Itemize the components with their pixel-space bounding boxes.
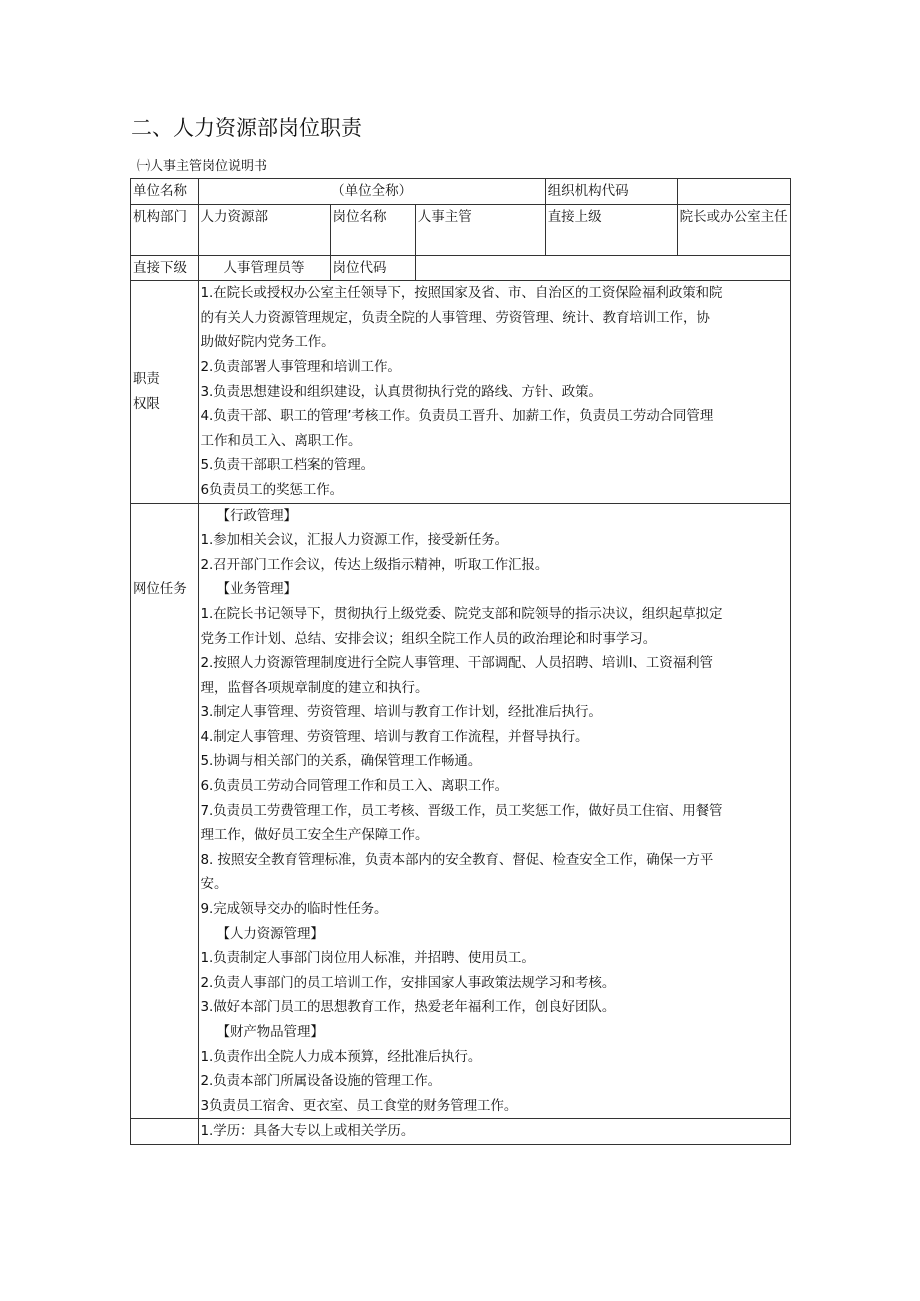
task-line: 党务工作计划、总结、安排会议；组织全院工作人员的政治理论和时事学习。 [200, 630, 657, 647]
duties-label-line: 职责 [133, 371, 160, 388]
requirements-label [131, 1119, 199, 1145]
job-description-table [130, 178, 791, 1145]
task-line: 9.完成领导交办的临时性任务。 [200, 901, 388, 918]
task-line: 8. 按照安全教育管理标准，负责本部内的安全教育、督促、检查安全工作，确保一方平 [200, 851, 714, 868]
dept-value: 人力资源部 [198, 204, 330, 255]
table-row-unit [131, 179, 791, 205]
task-section-heading: 【业务管理】 [216, 581, 297, 598]
task-line: 2.负责本部门所属设备设施的管理工作。 [200, 1073, 442, 1090]
org-code-value [677, 179, 790, 205]
tasks-content [198, 503, 790, 1119]
label-dept: 机构部门 [131, 204, 199, 255]
label-position-name: 岗位名称 [330, 204, 415, 255]
task-line: 3.做好本部门员工的思想教育工作，热爱老年福利工作，创良好团队。 [200, 999, 616, 1016]
duty-line: 4.负责干部、职工的管理’考核工作。负责员工晋升、加薪工作，负责员工劳动合同管理 [200, 408, 714, 425]
duty-line: 6负责员工的奖惩工作。 [200, 481, 344, 498]
duties-label [131, 281, 199, 503]
table-row-dept [131, 204, 791, 255]
duty-line: 3.负责思想建设和组织建设，认真贯彻执行党的路线、方针、政策。 [200, 383, 602, 400]
task-line: 3.制定人事管理、劳资管理、培训与教育工作计划，经批准后执行。 [200, 704, 602, 721]
position-name-value: 人事主管 [415, 204, 545, 255]
label-position-code: 岗位代码 [330, 255, 415, 281]
tasks-label-text: 网位任务 [133, 580, 187, 597]
position-code-value [415, 255, 790, 281]
requirements-content [198, 1119, 790, 1145]
section-subtitle: ㈠人事主管岗位说明书 [137, 159, 268, 174]
subordinate-value: 人事管理员等 [198, 255, 330, 281]
tasks-label [131, 503, 199, 1119]
label-unit-name: 单位名称 [131, 179, 199, 205]
duties-content [198, 281, 790, 503]
task-line: 5.协调与相关部门的关系，确保管理工作畅通。 [200, 753, 482, 770]
task-line: 2.负责人事部门的员工培训工作，安排国家人事政策法规学习和考核。 [200, 974, 616, 991]
label-subordinate: 直接下级 [131, 255, 199, 281]
duty-line: 助做好院内党务工作。 [200, 334, 335, 351]
task-line: 理，监督各项规章制度的建立和执行。 [200, 679, 429, 696]
task-line: 2.按照人力资源管理制度进行全院人事管理、干部调配、人员招聘、培训I、工资福利管 [200, 655, 713, 672]
task-section-heading: 【财产物品管理】 [216, 1024, 324, 1040]
task-line: 3负责员工宿舍、更衣室、员工食堂的财务管理工作。 [200, 1097, 518, 1114]
duty-line: 2.负责部署人事管理和培训工作。 [200, 358, 401, 375]
task-line: 理工作，做好员工安全生产保障工作。 [200, 827, 429, 844]
duties-label-line: 权限 [133, 395, 160, 412]
task-section-heading: 【行政管理】 [216, 507, 297, 524]
task-section-heading: 【人力资源管理】 [216, 925, 324, 942]
table-row-requirements [131, 1119, 791, 1145]
task-line: 1.负责作出全院人力成本预算，经批准后执行。 [200, 1048, 482, 1065]
label-org-code: 组织机构代码 [545, 179, 677, 205]
page-title: 二、人力资源部岗位职责 [131, 116, 362, 140]
task-line: 安。 [200, 876, 228, 893]
task-line: 2.召开部门工作会议，传达上级指示精神，听取工作汇报。 [200, 556, 549, 573]
task-line: 1.在院长书记领导下，贯彻执行上级党委、院党支部和院领导的指示决议，组织起草拟定 [200, 605, 723, 622]
task-line: 6.负责员工劳动合同管理工作和员工入、离职工作。 [200, 778, 509, 795]
duty-line: 的有关人力资源管理规定，负责全院的人事管理、劳资管理、统计、教育培训工作，协 [200, 309, 710, 326]
task-line: 4.制定人事管理、劳资管理、培训与教育工作流程，并督导执行。 [200, 728, 589, 745]
table-row-tasks [131, 503, 791, 1119]
duty-line: 工作和员工入、离职工作。 [200, 432, 362, 449]
task-line: 1.参加相关会议，汇报人力资源工作，接受新任务。 [200, 532, 509, 549]
requirement-line: 1.学历：具备大专以上或相关学历。 [200, 1123, 415, 1140]
duty-line: 5.负责干部职工档案的管理。 [200, 457, 375, 474]
task-line: 1.负责制定人事部门岗位用人标准，并招聘、使用员工。 [200, 950, 535, 967]
task-line: 7.负责员工劳费管理工作，员工考核、晋级工作，员工奖惩工作，做好员工住宿、用餐管 [200, 802, 723, 819]
unit-name-value: （单位全称） [198, 179, 545, 205]
table-row-duties [131, 281, 791, 503]
duty-line: 1.在院长或授权办公室主任领导下，按照国家及省、市、自治区的工资保险福利政策和院 [200, 285, 723, 302]
superior-value: 院长或办公室主任 [677, 204, 790, 255]
label-superior: 直接上级 [545, 204, 677, 255]
table-row-subordinate [131, 255, 791, 281]
